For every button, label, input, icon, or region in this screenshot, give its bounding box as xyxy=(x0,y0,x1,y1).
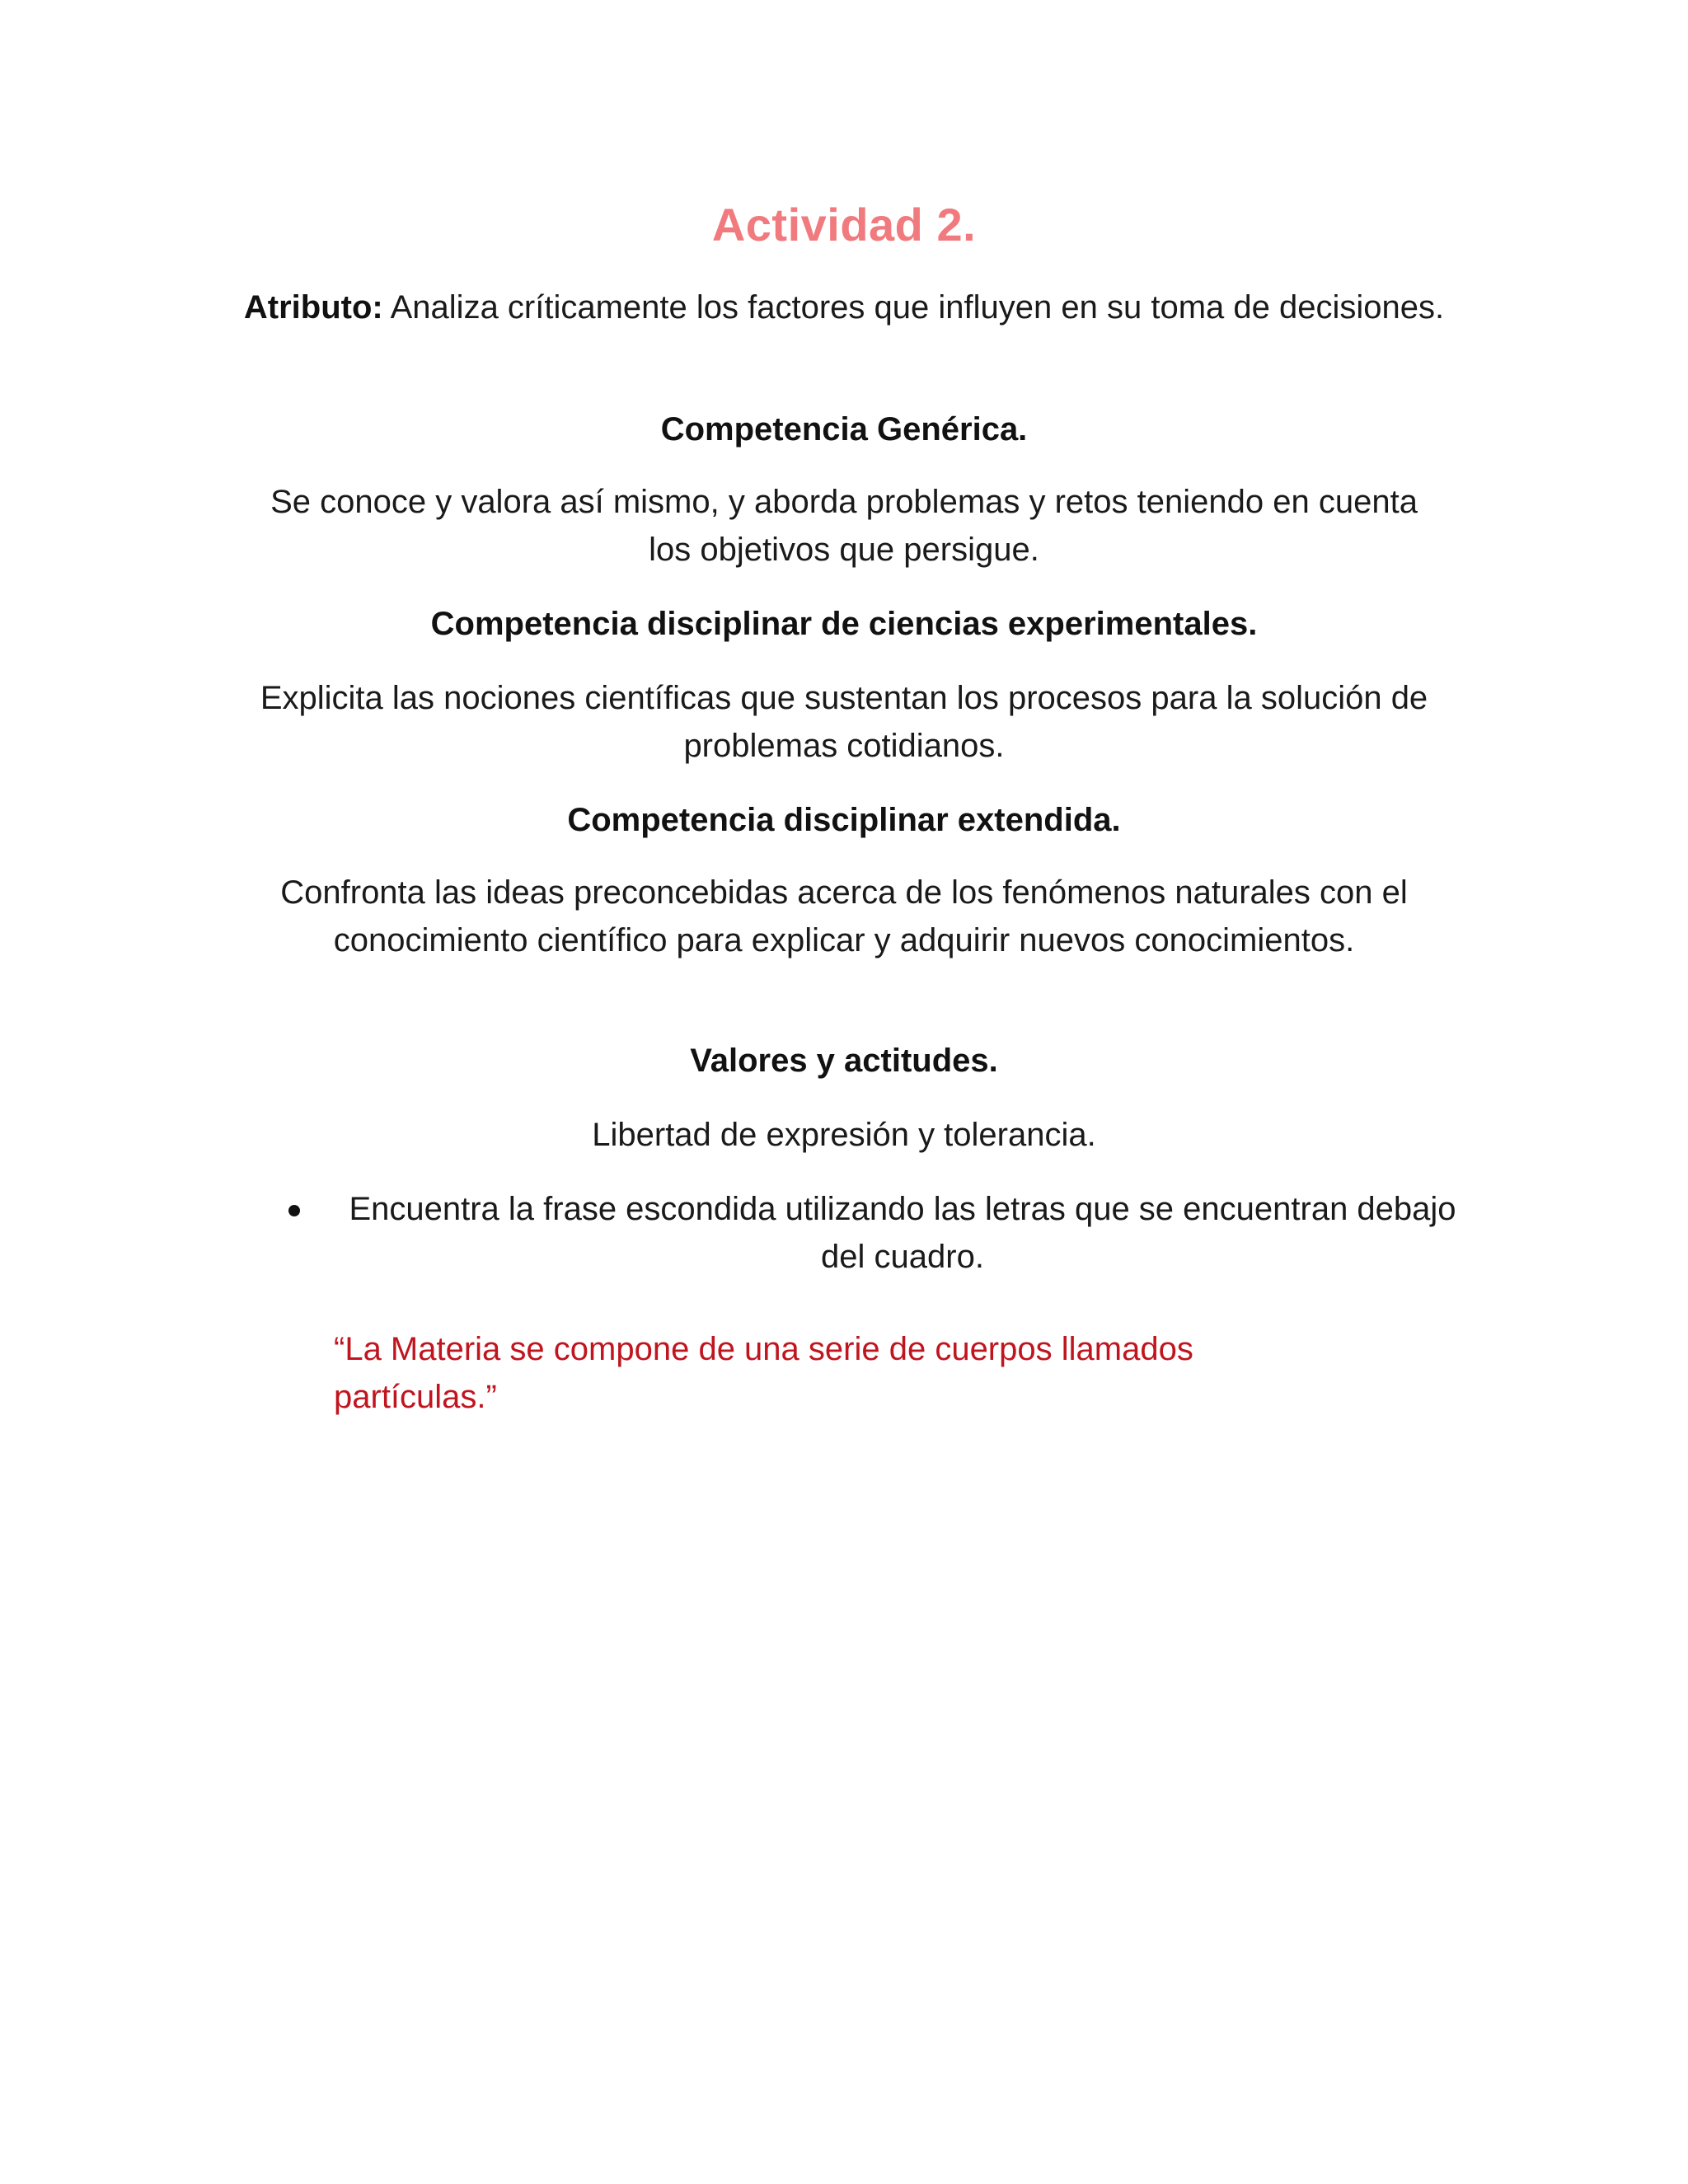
body-competencia-extendida: Confronta las ideas preconcebidas acerca de los fenómenos naturales con el conocimiento científico para explicar y adquirir nuevos conocimientos. xyxy=(280,874,1408,958)
body-competencia-generica: Se conoce y valora así mismo, y aborda problemas y retos teniendo en cuenta los objetivos que persigue. xyxy=(270,484,1418,568)
heading-competencia-extendida: Competencia disciplinar extendida. xyxy=(567,802,1121,838)
body-valores: Libertad de expresión y tolerancia. xyxy=(592,1117,1096,1153)
bullet-icon xyxy=(288,1205,300,1216)
page-title: Actividad 2. xyxy=(711,199,977,251)
body-competencia-ciencias: Explicita las nociones científicas que sustentan los procesos para la solución de problemas cotidianos. xyxy=(260,680,1428,764)
answer-quote: “La Materia se compone de una serie de cuerpos llamados partículas.” xyxy=(334,1331,1193,1415)
attribute-label: Atributo: xyxy=(243,289,383,326)
instruction-text: Encuentra la frase escondida utilizando las letras que se encuentran debajo del cuadro. xyxy=(349,1191,1456,1275)
heading-competencia-ciencias: Competencia disciplinar de ciencias experimentales. xyxy=(430,606,1258,642)
heading-valores: Valores y actitudes. xyxy=(690,1043,998,1079)
attribute-text: Analiza críticamente los factores que influyen en su toma de decisiones. xyxy=(382,289,1445,326)
instruction-list-item xyxy=(288,1185,1459,1281)
attribute-paragraph xyxy=(226,284,1462,331)
heading-competencia-generica: Competencia Genérica. xyxy=(660,411,1028,448)
